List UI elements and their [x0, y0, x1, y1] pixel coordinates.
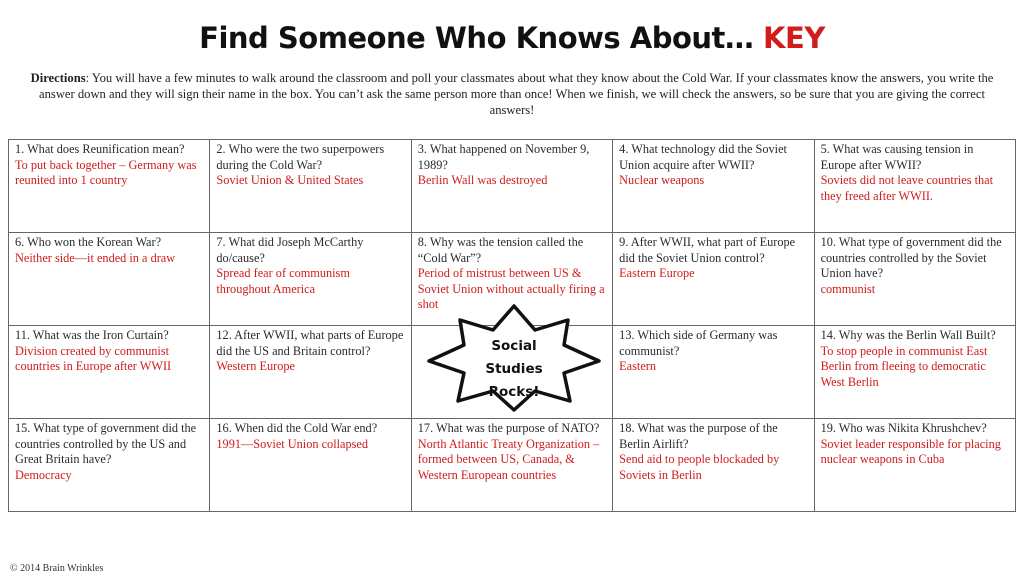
answer: Soviet Union & United States — [216, 173, 364, 187]
answer: To put back together – Germany was reunited into 1 country — [15, 157, 197, 187]
star-label — [424, 335, 604, 404]
question: 4. What technology did the Soviet Union acquire after WWII? — [619, 142, 787, 172]
answer: Eastern Europe — [619, 266, 695, 280]
answer: Period of mistrust between US & Soviet Union without actually firing a shot — [417, 266, 605, 311]
answer: Soviet leader responsible for placing nuclear weapons in Cuba — [820, 436, 1001, 466]
answer: Berlin Wall was destroyed — [417, 173, 548, 187]
question: 8. Why was the tension called the “Cold War”? — [417, 235, 584, 265]
grid-cell — [9, 419, 210, 512]
question: 17. What was the purpose of NATO? — [417, 421, 600, 435]
answer: Send aid to people blockaded by Soviets in Berlin — [619, 452, 780, 482]
answer: Western Europe — [216, 359, 295, 373]
page-title — [0, 16, 1024, 60]
answer: 1991—Soviet Union collapsed — [216, 436, 369, 451]
directions — [30, 70, 994, 118]
grid-cell — [210, 140, 411, 233]
answer: Eastern — [619, 359, 657, 373]
grid-cell — [613, 419, 814, 512]
grid-cell — [9, 140, 210, 233]
answer: Division created by communist countries in Europe after WWII — [15, 343, 172, 373]
grid-cell — [411, 140, 612, 233]
answer: Nuclear weapons — [619, 173, 705, 187]
answer: Soviets did not leave countries that they freed after WWII. — [820, 173, 994, 203]
question: 16. When did the Cold War end? — [216, 421, 378, 435]
grid-cell — [9, 326, 210, 419]
grid-cell — [613, 140, 814, 233]
grid-cell — [613, 326, 814, 419]
question: 7. What did Joseph McCarthy do/cause? — [216, 235, 364, 265]
question: 13. Which side of Germany was communist? — [619, 328, 778, 358]
question: 15. What type of government did the countries controlled by the US and Great Britain have? — [15, 421, 197, 466]
grid-row — [9, 419, 1016, 512]
title-key: KEY — [763, 21, 825, 55]
directions-text: : You will have a few minutes to walk around the classroom and poll your classmates about what they know about the Cold War. If your classmates know the answers, you write the answer down and they will sign their name in the box. You can’t ask the same person more than once! When we finish, we will check the answers, so be sure that you are giving the correct answers! — [39, 71, 994, 117]
answer: Neither side—it ended in a draw — [15, 250, 176, 265]
grid-cell — [814, 326, 1015, 419]
star-line-2: Studies — [485, 361, 543, 377]
question: 11. What was the Iron Curtain? — [15, 328, 169, 342]
answer: To stop people in communist East Berlin from fleeing to democratic West Berlin — [820, 343, 988, 389]
star-line-3: Rocks! — [488, 384, 540, 400]
question: 9. After WWII, what part of Europe did the Soviet Union control? — [619, 235, 796, 265]
question: 5. What was causing tension in Europe after WWII? — [820, 142, 974, 172]
question: 6. Who won the Korean War? — [15, 235, 162, 249]
question: 2. Who were the two superpowers during the Cold War? — [216, 142, 385, 172]
grid-cell — [613, 233, 814, 326]
answer: communist — [820, 281, 876, 296]
answer: North Atlantic Treaty Organization – formed between US, Canada, & Western European countries — [417, 436, 600, 482]
question: 1. What does Reunification mean? — [15, 142, 185, 156]
answer: Democracy — [15, 467, 72, 482]
grid-row — [9, 140, 1016, 233]
grid-cell — [210, 419, 411, 512]
question: 14. Why was the Berlin Wall Built? — [820, 328, 996, 342]
directions-label: Directions — [30, 71, 86, 85]
question: 18. What was the purpose of the Berlin Airlift? — [619, 421, 778, 451]
grid-cell — [814, 419, 1015, 512]
grid-cell — [210, 326, 411, 419]
grid-cell — [814, 233, 1015, 326]
question: 3. What happened on November 9, 1989? — [417, 142, 590, 172]
question: 10. What type of government did the countries controlled by the Soviet Union have? — [820, 235, 1002, 280]
grid-cell — [411, 419, 612, 512]
question: 12. After WWII, what parts of Europe did the US and Britain control? — [216, 328, 404, 358]
grid-cell — [210, 233, 411, 326]
grid-cell — [9, 233, 210, 326]
answer: Spread fear of communism throughout America — [216, 266, 350, 296]
grid-cell — [814, 140, 1015, 233]
question: 19. Who was Nikita Khrushchev? — [820, 421, 987, 435]
title-main: Find Someone Who Knows About… — [199, 21, 754, 55]
copyright-footer: © 2014 Brain Wrinkles — [10, 563, 104, 574]
star-line-1: Social — [491, 338, 537, 354]
